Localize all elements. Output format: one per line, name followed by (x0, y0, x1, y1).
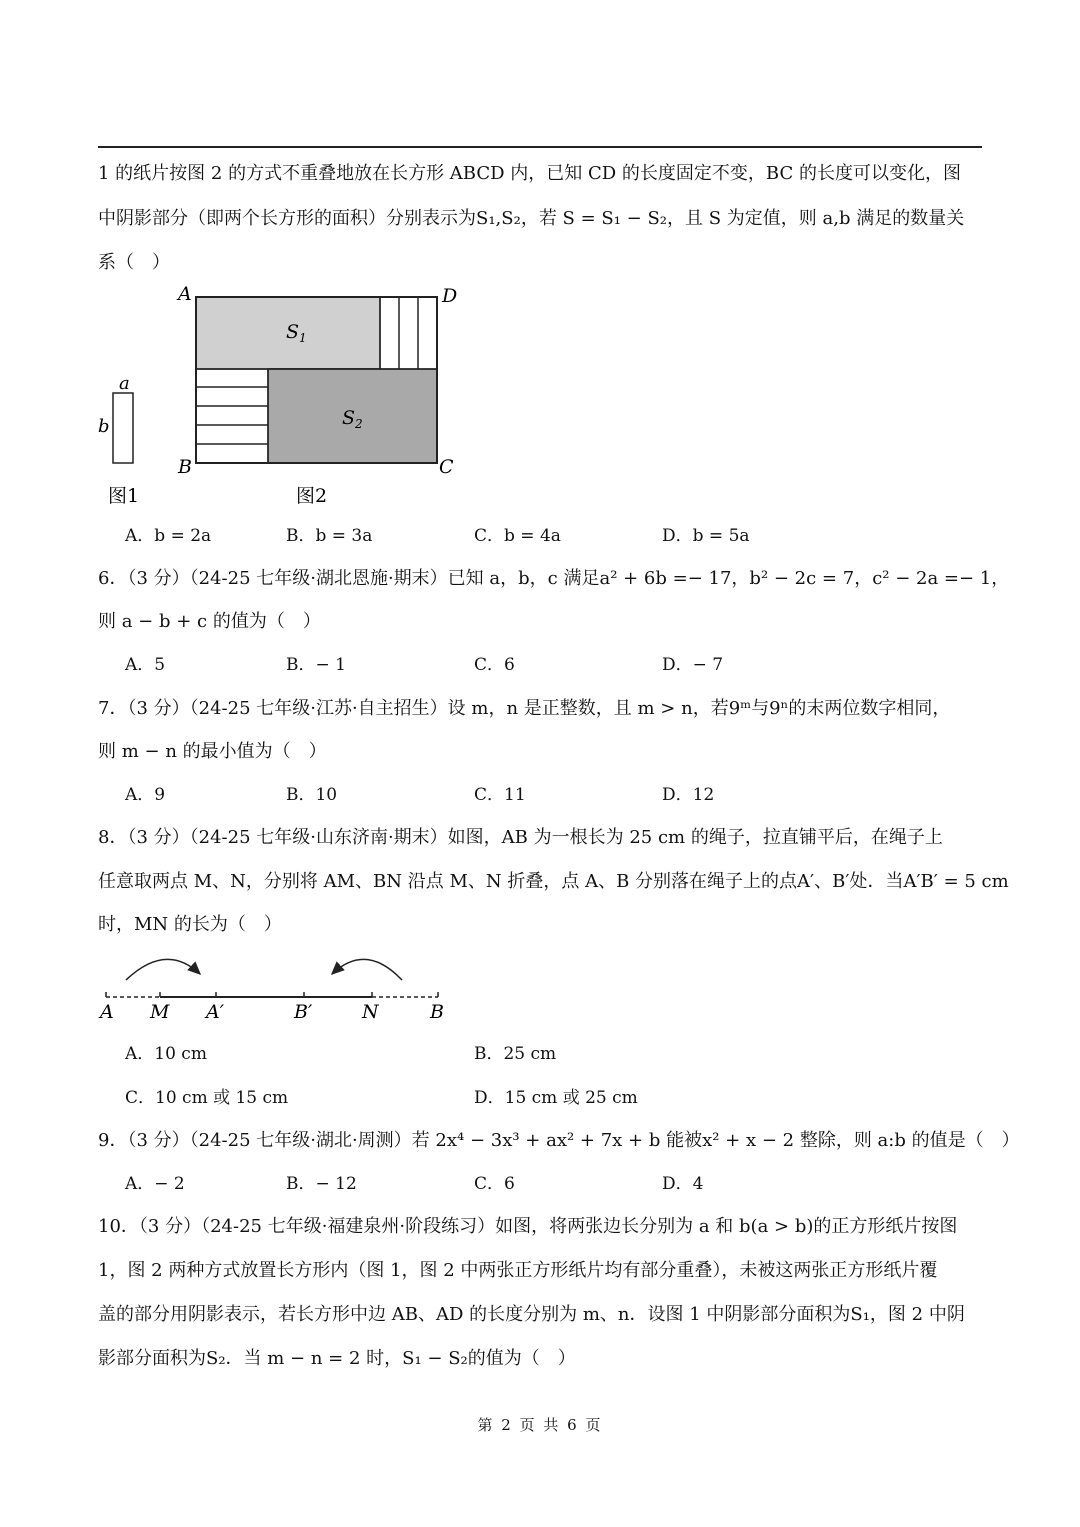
q5-option-a: A．b = 2a (125, 526, 212, 546)
vertex-a-label: A (178, 283, 192, 305)
q10-line-3: 盖的部分用阴影表示，若长方形中边 AB、AD 的长度分别为 m、n．设图 1 中阴影部分面积为S₁，图 2 中阴 (98, 1304, 965, 1325)
q9-option-c: C．6 (474, 1174, 515, 1194)
q10-line-1: 10．（3 分）（24-25 七年级·福建泉州·阶段练习）如图，将两张边长分别为 a 和 b(a > b)的正方形纸片按图 (98, 1216, 958, 1237)
q9-option-d: D．4 (662, 1174, 704, 1194)
q8-line-2: 任意取两点 M、N，分别将 AM、BN 沿点 M、N 折叠，点 A、B 分别落在绳子上的点A′、B′处．当A′B′ = 5 cm (98, 871, 1009, 892)
s1-label: $S_1$ (286, 321, 307, 345)
point-b-prime-label: B′ (294, 1001, 313, 1023)
vertical-strips (380, 297, 418, 369)
vertex-c-label: C (439, 456, 454, 478)
q10-line-2: 1，图 2 两种方式放置长方形内（图 1，图 2 中两张正方形纸片均有部分重叠），未被这两张正方形纸片覆 (98, 1260, 938, 1281)
q9-option-b: B．− 12 (286, 1174, 357, 1194)
vertex-b-label: B (178, 456, 192, 478)
q6-option-b: B．− 1 (286, 655, 346, 675)
q7-option-c: C．11 (474, 785, 526, 805)
q5-option-d: D．b = 5a (662, 526, 750, 546)
q8-line-1: 8．（3 分）（24-25 七年级·山东济南·期末）如图，AB 为一根长为 25 cm 的绳子，拉直铺平后，在绳子上 (98, 827, 943, 848)
page-footer: 第 2 页 共 6 页 (477, 1416, 603, 1434)
point-a-prime-label: A′ (206, 1001, 225, 1023)
q7-line-2: 则 m − n 的最小值为（ ） (98, 741, 327, 762)
vertex-d-label: D (442, 285, 458, 307)
q8-option-d: D．15 cm 或 25 cm (474, 1088, 638, 1108)
q7-option-b: B．10 (286, 785, 338, 805)
q7-option-a: A．9 (125, 785, 166, 805)
q6-line-1: 6．（3 分）（24-25 七年级·湖北恩施·期末）已知 a，b，c 满足a² + 6b =− 17，b² − 2c = 7，c² − 2a =− 1， (98, 568, 1010, 589)
q10-line-4: 影部分面积为S₂．当 m − n = 2 时，S₁ − S₂的值为（ ） (98, 1348, 576, 1369)
q8-option-c: C．10 cm 或 15 cm (125, 1088, 289, 1108)
q9-option-a: A．− 2 (125, 1174, 185, 1194)
fig1-a-label: a (119, 373, 130, 394)
header-rule (98, 146, 982, 148)
fig1-caption: 图1 (108, 485, 140, 507)
point-n-label: N (362, 1001, 379, 1023)
q5-option-b: B．b = 3a (286, 526, 373, 546)
q8-line-3: 时，MN 的长为（ ） (98, 914, 282, 935)
q7-option-d: D．12 (662, 785, 715, 805)
q5-line-2: 中阴影部分（即两个长方形的面积）分别表示为S₁,S₂，若 S = S₁ − S₂，且 S 为定值，则 a,b 满足的数量关 (98, 208, 965, 229)
q5-option-c: C．b = 4a (474, 526, 561, 546)
point-b-label: B (430, 1001, 444, 1023)
q6-line-2: 则 a − b + c 的值为（ ） (98, 611, 321, 632)
point-m-label: M (150, 1001, 170, 1023)
q5-line-3: 系（ ） (98, 252, 170, 273)
q7-line-1: 7．（3 分）（24-25 七年级·江苏·自主招生）设 m，n 是正整数，且 m > n，若9ᵐ与9ⁿ的末两位数字相同， (98, 698, 951, 719)
q6-option-c: C．6 (474, 655, 515, 675)
q8-rope-figure (96, 950, 466, 1030)
q6-option-a: A．5 (125, 655, 166, 675)
point-a-label: A (100, 1001, 114, 1023)
q6-option-d: D．− 7 (662, 655, 724, 675)
fold-arrow-right (332, 959, 402, 980)
fig2-caption: 图2 (296, 485, 328, 507)
q5-figure (90, 282, 470, 512)
q9-line-1: 9．（3 分）（24-25 七年级·湖北·周测）若 2x⁴ − 3x³ + ax² + 7x + b 能被x² + x − 2 整除，则 a:b 的值是（ ） (98, 1130, 1020, 1151)
q5-line-1: 1 的纸片按图 2 的方式不重叠地放在长方形 ABCD 内，已知 CD 的长度固定不变，BC 的长度可以变化，图 (98, 163, 961, 184)
fig1-b-label: b (98, 416, 110, 437)
horizontal-strips (196, 369, 268, 463)
fig1-rect (113, 393, 133, 463)
fold-arrow-left (126, 959, 200, 980)
q8-option-b: B．25 cm (474, 1044, 557, 1064)
s2-label: $S_2$ (342, 407, 363, 431)
q8-option-a: A．10 cm (125, 1044, 207, 1064)
